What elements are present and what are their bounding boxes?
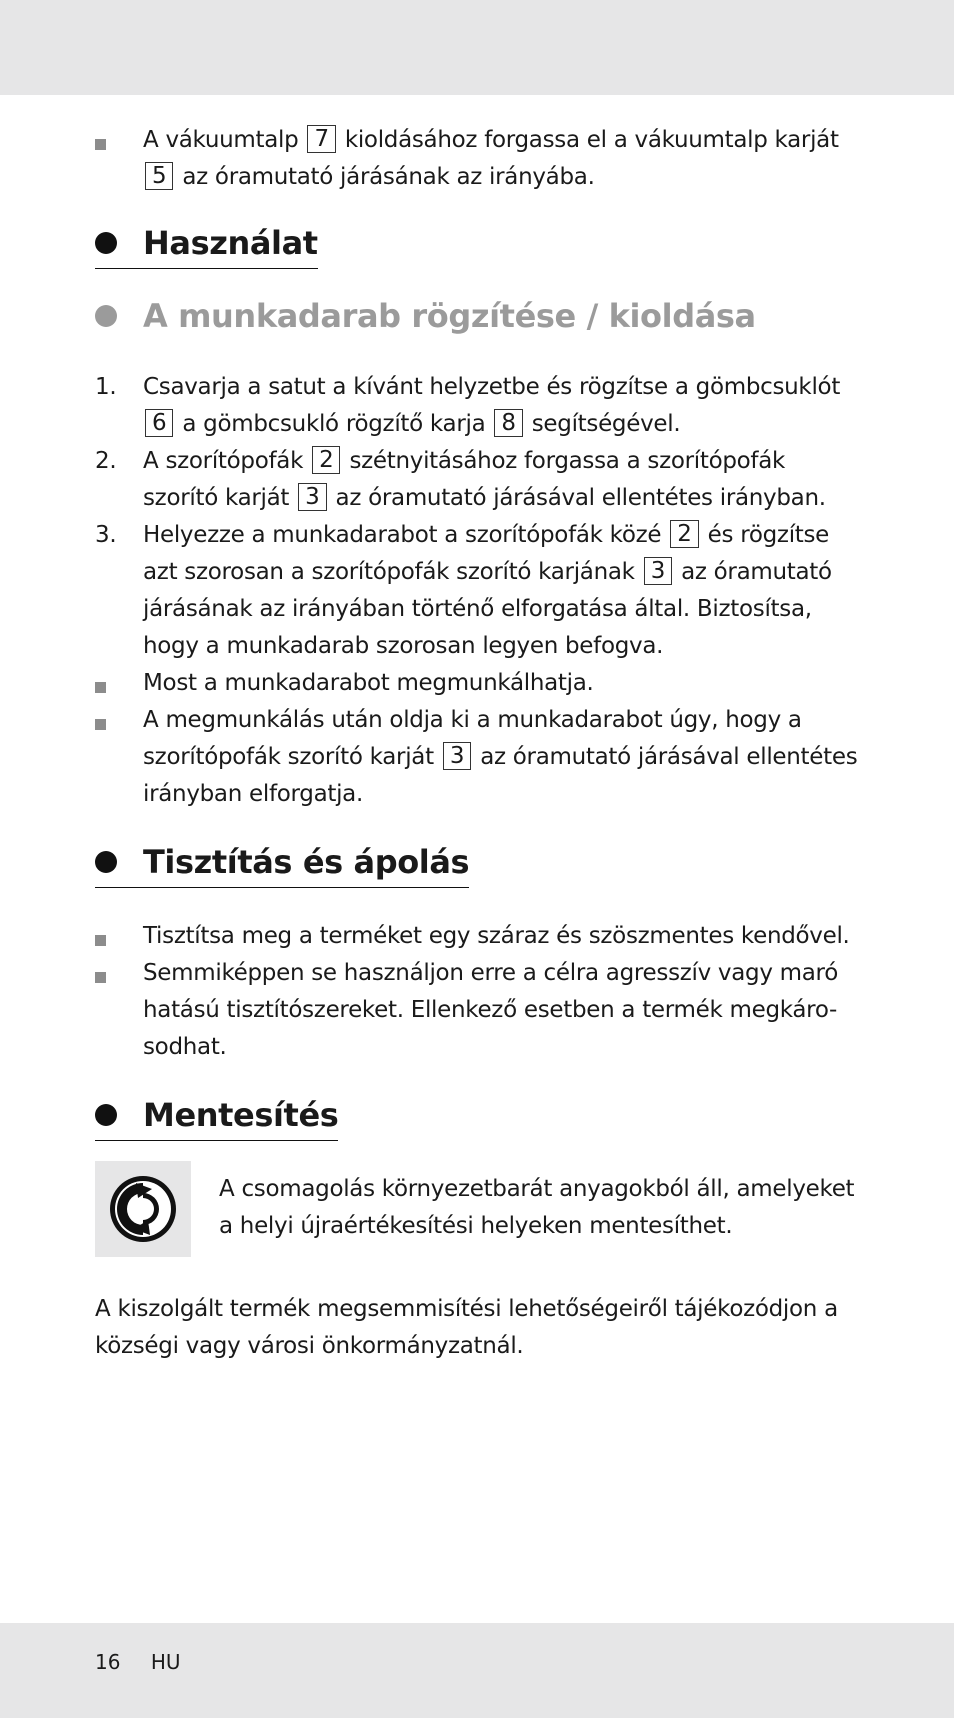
- ref-box: 3: [298, 483, 326, 511]
- text: a gömbcsukló rögzítő karja: [182, 411, 486, 437]
- text: A megmunkálás után oldja ki a munkadarabot úgy, hogy a szorítópofák szorító karját: [143, 707, 802, 770]
- section-heading-hasznalat: [95, 220, 318, 269]
- green-dot-recycle-icon: [108, 1174, 178, 1244]
- section-heading-mentesites: [95, 1092, 338, 1141]
- page-number: 16: [95, 1650, 121, 1674]
- ref-box: 2: [670, 520, 698, 548]
- heading-title: Mentesítés: [143, 1096, 339, 1134]
- text: az óramutató járásával ellentétes irányban elforgatja.: [143, 744, 858, 807]
- step-1: [95, 369, 865, 443]
- language-code: HU: [150, 1650, 181, 1674]
- steps-list: [95, 369, 865, 813]
- text: Helyezze a munkadarabot a szorítópofák közé: [143, 522, 662, 548]
- intro-bullet: [95, 122, 865, 196]
- step-2: [95, 443, 865, 517]
- recycle-text: A csomagolás környezetbarát anyagokból áll, amelyeket a helyi újraértékesítési helyeken mentesíthet.: [219, 1176, 855, 1239]
- ref-box: 6: [145, 409, 173, 437]
- heading-title: A munkadarab rögzítése / kioldása: [143, 297, 756, 335]
- section-heading-tisztitas: [95, 839, 469, 888]
- step-number: 2.: [95, 448, 117, 474]
- heading-dot-icon: [95, 1104, 117, 1126]
- cleaning-list: [95, 918, 865, 1066]
- text: Most a munkadarabot megmunkálhatja.: [143, 670, 594, 696]
- ref-box: 7: [307, 125, 335, 153]
- heading-dot-icon: [95, 305, 117, 327]
- section-heading-rogzites: [95, 293, 756, 339]
- ref-box: 3: [443, 742, 471, 770]
- ref-box: 8: [494, 409, 522, 437]
- page-content: [95, 122, 865, 1365]
- ref-box: 3: [644, 557, 672, 585]
- text: Csavarja a satut a kívánt helyzetbe és rögzítse a gömbcsuklót: [143, 374, 841, 400]
- page-footer: [95, 1650, 205, 1674]
- text: az óramutató járásával ellentétes irányban.: [335, 485, 826, 511]
- text: az óramutató járásának az irányában történő elforgatása által. Biztosítsa, hogy a munkadarab szorosan legyen befogva.: [143, 559, 832, 659]
- text: A vákuumtalp: [143, 127, 299, 153]
- text: segítségével.: [531, 411, 681, 437]
- text: az óramutató járásának az irányába.: [182, 164, 595, 190]
- ref-box: 5: [145, 162, 173, 190]
- step-bullet-1: [95, 665, 865, 702]
- text: A szorítópofák: [143, 448, 304, 474]
- step-bullet-2: [95, 702, 865, 813]
- heading-dot-icon: [95, 851, 117, 873]
- text: kioldásához forgassa el a vákuumtalp karját: [344, 127, 839, 153]
- text: Semmiképpen se használjon erre a célra agresszív vagy maró hatású tisztítószereket. Ellenkező esetben a termék megkáro- sodhat.: [143, 960, 838, 1060]
- text: és rögzítse azt szorosan a szorítópofák szorító karjának: [143, 522, 830, 585]
- cleaning-bullet-1: [95, 918, 865, 955]
- text: Tisztítsa meg a terméket egy száraz és szöszmentes kendővel.: [143, 923, 850, 949]
- step-3: [95, 517, 865, 665]
- recycle-icon-box: [95, 1161, 191, 1257]
- heading-title: Tisztítás és ápolás: [143, 843, 470, 881]
- top-band: [0, 0, 954, 95]
- recycle-row: [95, 1161, 865, 1257]
- heading-title: Használat: [143, 224, 318, 262]
- heading-dot-icon: [95, 232, 117, 254]
- step-number: 3.: [95, 522, 117, 548]
- final-text: A kiszolgált termék megsemmisítési lehetőségeiről tájékozódjon a községi vagy városi önkormányzatnál.: [95, 1296, 838, 1359]
- cleaning-bullet-2: [95, 955, 865, 1066]
- ref-box: 2: [312, 446, 340, 474]
- step-number: 1.: [95, 374, 117, 400]
- text: szétnyitásához forgassa a szorítópofák szorító karját: [143, 448, 786, 511]
